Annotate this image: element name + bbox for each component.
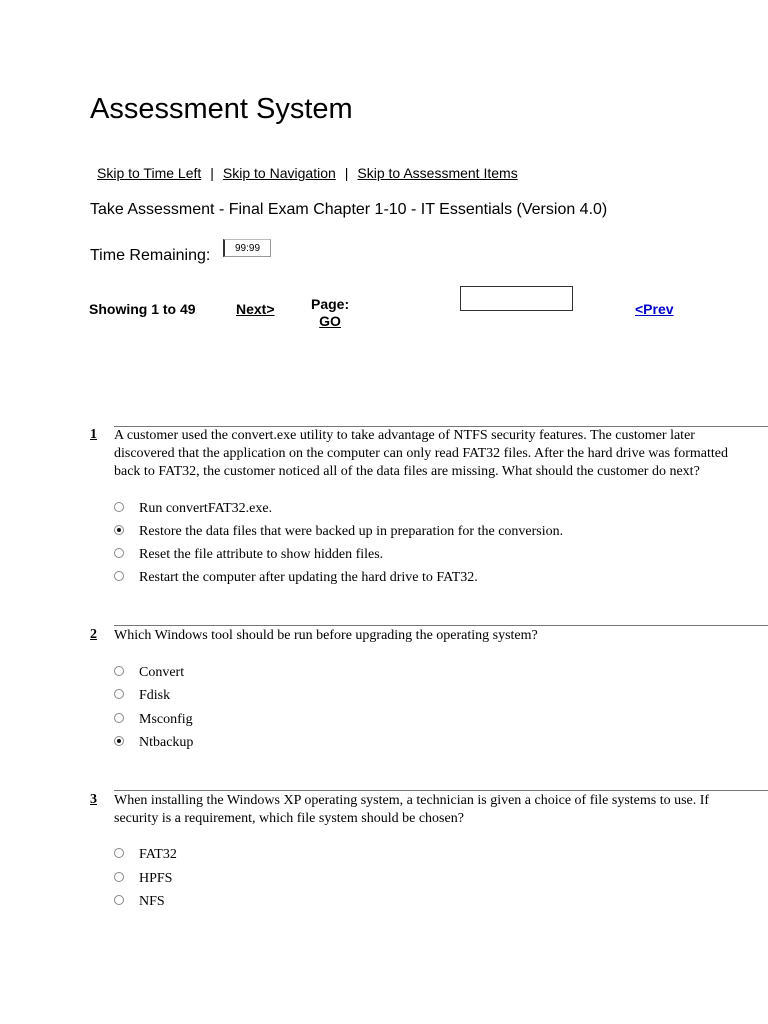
answer-radio[interactable]: [114, 666, 124, 676]
answer-option-label: Fdisk: [139, 688, 171, 703]
question-text: [114, 627, 768, 645]
answer-option-label: Convert: [139, 665, 185, 680]
question-number: 3: [90, 792, 97, 807]
skip-link-separator: |: [210, 165, 214, 181]
answer-radio[interactable]: [114, 548, 124, 558]
answer-option-label: NFS: [139, 894, 165, 909]
question-text-line: discovered that the application on the computer can only read FAT32 files. After the hard drive was formatted: [114, 446, 728, 461]
skip-to-assessment-items-link[interactable]: Skip to Assessment Items: [357, 165, 518, 181]
answer-radio[interactable]: [114, 713, 124, 723]
answer-radio[interactable]: [114, 736, 124, 746]
answer-radio[interactable]: [114, 848, 124, 858]
next-page-link[interactable]: Next>: [236, 301, 275, 317]
answer-option-label: FAT32: [139, 847, 177, 862]
answer-option-label: Ntbackup: [139, 735, 194, 750]
skip-to-navigation-link[interactable]: Skip to Navigation: [222, 165, 336, 181]
time-remaining-label: Time Remaining:: [90, 247, 211, 264]
page-title: Assessment System: [90, 93, 353, 125]
question-text-line: When installing the Windows XP operating system, a technician is given a choice of file systems to use. If: [114, 793, 710, 808]
page-label: Page:: [311, 296, 350, 312]
answer-option-label: HPFS: [139, 871, 173, 886]
answer-radio[interactable]: [114, 895, 124, 905]
answer-option-label: Restart the computer after updating the hard drive to FAT32.: [139, 570, 478, 585]
question-text: [114, 792, 768, 828]
answer-radio[interactable]: [114, 689, 124, 699]
answer-option-label: Reset the file attribute to show hidden files.: [139, 547, 384, 562]
answer-radio[interactable]: [114, 525, 124, 535]
assessment-name: Take Assessment - Final Exam Chapter 1-10 - IT Essentials (Version 4.0): [90, 201, 608, 218]
question-text-line: A customer used the convert.exe utility to take advantage of NTFS security features. The customer later: [114, 428, 695, 443]
question-text-line: security is a requirement, which file system should be chosen?: [114, 811, 464, 826]
answer-radio[interactable]: [114, 571, 124, 581]
answer-option-label: Msconfig: [139, 712, 193, 727]
question-divider: [114, 625, 768, 626]
question-number: 2: [90, 627, 97, 642]
showing-range-text: Showing 1 to 49: [89, 301, 196, 317]
question-text-line: back to FAT32, the customer noticed all of the data files are missing. What should the customer do next?: [114, 464, 700, 479]
page-jump: [311, 296, 349, 330]
question-text: [114, 427, 768, 481]
time-remaining-field: 99:99: [223, 239, 271, 257]
answer-radio[interactable]: [114, 872, 124, 882]
answer-option-label: Run convertFAT32.exe.: [139, 501, 273, 516]
question-divider: [114, 790, 768, 791]
skip-links-bar: [97, 165, 518, 181]
skip-to-time-left-link[interactable]: Skip to Time Left: [97, 165, 202, 181]
page-number-input[interactable]: [460, 286, 573, 311]
answer-option-label: Restore the data files that were backed up in preparation for the conversion.: [139, 524, 564, 539]
question-number: 1: [90, 427, 97, 442]
skip-link-separator: |: [344, 165, 349, 181]
answer-radio[interactable]: [114, 502, 124, 512]
question-text-line: Which Windows tool should be run before upgrading the operating system?: [114, 628, 538, 643]
go-button[interactable]: GO: [319, 313, 341, 329]
prev-page-link[interactable]: <Prev: [635, 301, 674, 317]
